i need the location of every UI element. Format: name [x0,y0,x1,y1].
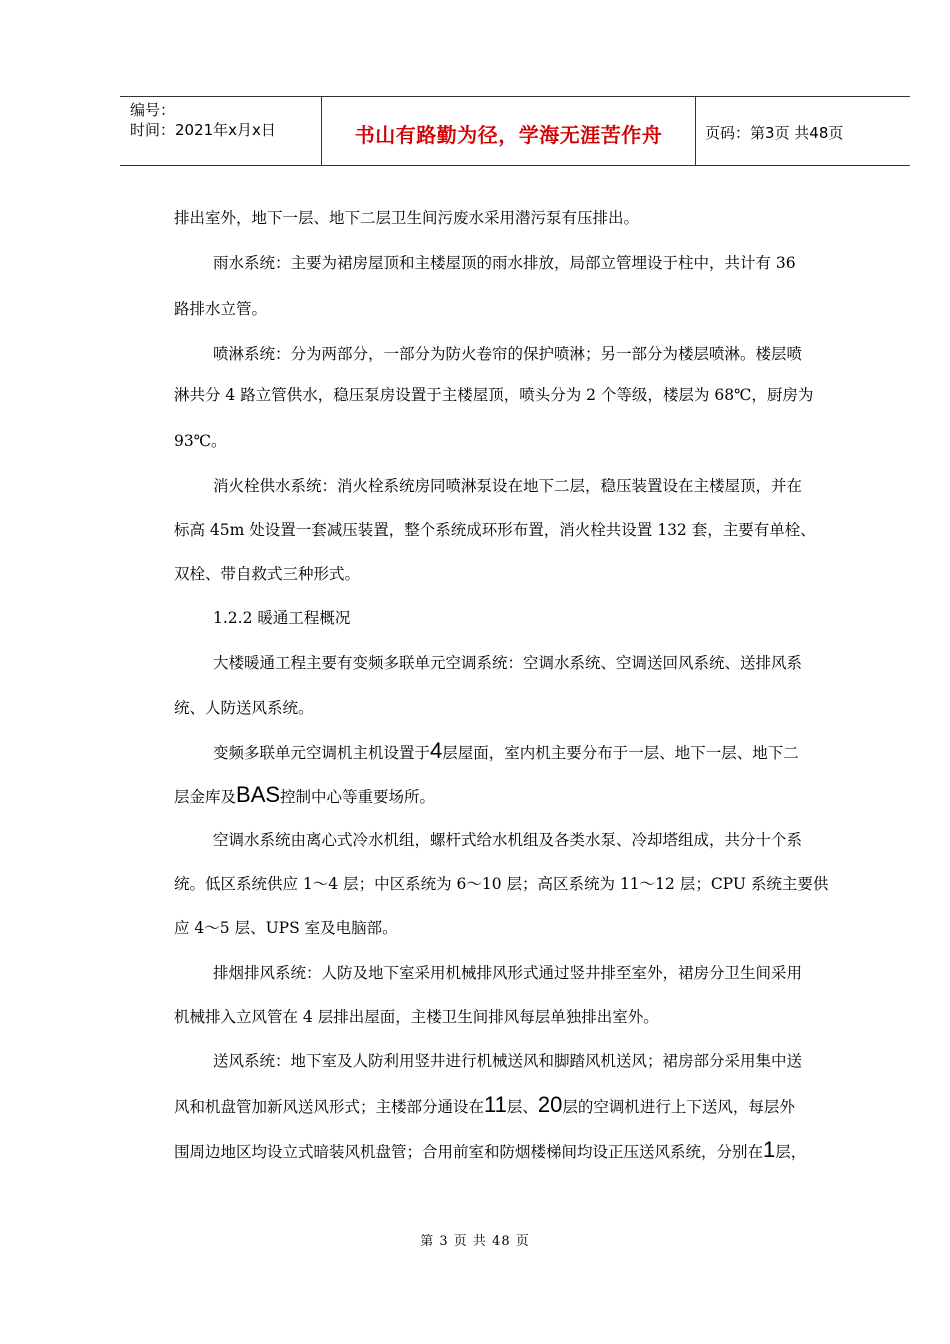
text-line [174,1139,806,1163]
text-line: 喷淋系统：分为两部分，一部分为防火卷帘的保护喷淋；另一部分为楼层喷淋。楼层喷 [213,345,803,363]
text-line: 路排水立管。 [174,300,268,318]
page-footer: 第 3 页 共 48 页 [420,1234,530,1249]
text-line: 消火栓供水系统：消火栓系统房同喷淋泵设在地下二层，稳压装置设在主楼屋顶，并在 [213,477,803,495]
text-line: 送风系统：地下室及人防利用竖井进行机械送风和脚踏风机送风；裙房部分采用集中送 [213,1052,803,1070]
text-line [174,1094,795,1118]
text-line: 雨水系统：主要为裙房屋顶和主楼屋顶的雨水排放，局部立管埋设于柱中，共计有 36 [213,254,796,272]
text-line: 标高 45m 处设置一套减压装置，整个系统成环形布置，消火栓共设置 132 套，主要有单栓、 [174,521,816,539]
text-run: 层的空调机进行上下送风，每层外 [562,1098,795,1116]
text-run-large: 20 [537,1092,563,1117]
date-label: 时间：2021年x月x日 [130,121,276,139]
text-run: 围周边地区均设立式暗装风机盘管；合用前室和防烟楼梯间均设正压送风系统，分别在 [174,1143,764,1161]
text-line: 排烟排风系统：人防及地下室采用机械排风形式通过竖井排至室外，裙房分卫生间采用 [213,964,803,982]
text-line: 淋共分 4 路立管供水，稳压泵房设置于主楼屋顶，喷头分为 2 个等级，楼层为 68℃，厨房为 [174,386,814,404]
header-motto-cell [321,97,696,165]
text-line [174,784,435,808]
text-run-large: 1 [763,1137,776,1162]
header-page-cell [695,97,910,165]
text-line: 统、人防送风系统。 [174,699,314,717]
text-run-large: 11 [484,1092,507,1117]
text-line: 双栓、带自救式三种形式。 [174,565,361,583]
text-run: 层、 [506,1098,538,1116]
text-line: 空调水系统由离心式冷水机组，螺杆式给水机组及各类水泵、冷却塔组成，共分十个系 [213,831,803,849]
text-line: 93℃。 [174,432,227,450]
header-meta-cell [120,97,320,165]
text-line: 机械排入立风管在 4 层排出屋面，主楼卫生间排风每层单独排出室外。 [174,1008,659,1026]
text-run-large: BAS [236,782,281,807]
text-run: 层， [775,1143,807,1161]
text-line: 应 4～5 层、UPS 室及电脑部。 [174,919,398,937]
text-run-large: 4 [430,738,443,763]
header-motto: 书山有路勤为径，学海无涯苦作舟 [354,123,663,147]
text-line: 排出室外，地下一层、地下二层卫生间污废水采用潜污泵有压排出。 [174,209,640,227]
text-run: 变频多联单元空调机主机设置于 [213,744,431,762]
text-run: 控制中心等重要场所。 [280,788,436,806]
header-page-info: 页码：第3页 共48页 [705,124,844,142]
text-run: 层金库及 [174,788,237,806]
page-header [120,96,910,166]
text-run: 层屋面，室内机主要分布于一层、地下一层、地下二 [442,744,799,762]
text-run: 风和机盘管加新风送风形式；主楼部分通设在 [174,1098,485,1116]
text-line: 统。低区系统供应 1～4 层；中区系统为 6～10 层；高区系统为 11～12 层；CPU 系统主要供 [174,875,829,893]
section-heading: 1.2.2 暖通工程概况 [213,609,351,627]
text-line [213,740,799,764]
number-label: 编号： [130,101,176,119]
text-line: 大楼暖通工程主要有变频多联单元空调系统：空调水系统、空调送回风系统、送排风系 [213,654,803,672]
